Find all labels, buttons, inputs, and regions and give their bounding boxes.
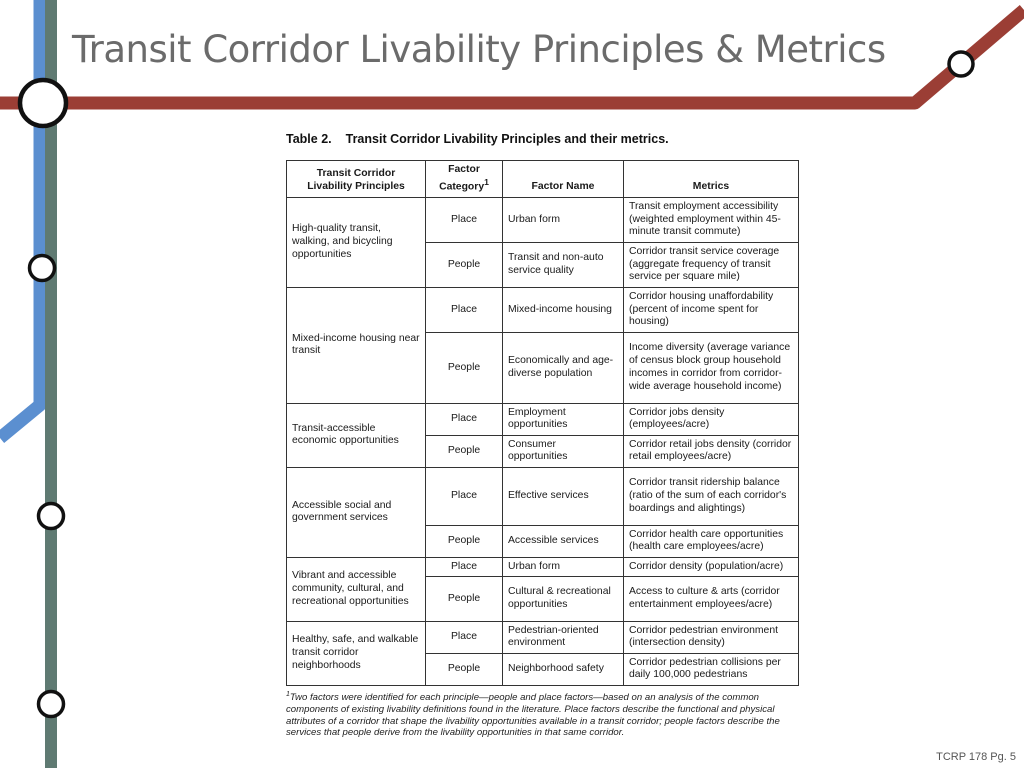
category-cell: People <box>426 653 503 685</box>
category-cell: People <box>426 576 503 621</box>
factor-cell: Pedestrian-oriented environment <box>503 621 624 653</box>
table-row <box>287 467 799 525</box>
header-principles: Transit Corridor Livability Principles <box>287 161 426 198</box>
metric-cell: Corridor housing unaffordability (percent of income spent for housing) <box>624 287 799 332</box>
factor-cell: Economically and age-diverse population <box>503 332 624 403</box>
category-cell: People <box>426 525 503 557</box>
category-cell: Place <box>426 467 503 525</box>
metric-cell: Corridor transit service coverage (aggregate frequency of transit service per square mile) <box>624 242 799 287</box>
table-footnote: $^1$Two factors were identified for each principle—people and place factors—based on an analysis of the common components of existing livability definitions found in the literature. Place factors describe the functional and physical attributes of a corridor that shape the livability opportunities available in a transit corridor; people factors describe the services that people derive from the livability opportunities in that same corridor. <box>286 691 780 739</box>
metric-cell: Corridor density (population/acre) <box>624 557 799 576</box>
metric-cell: Corridor pedestrian environment (intersection density) <box>624 621 799 653</box>
table-row <box>287 197 799 242</box>
category-cell: Place <box>426 197 503 242</box>
category-cell: Place <box>426 403 503 435</box>
header-metrics: Metrics <box>624 161 799 198</box>
principle-cell: Transit-accessible economic opportunities <box>287 403 426 467</box>
factor-cell: Effective services <box>503 467 624 525</box>
livability-table <box>286 160 799 686</box>
category-cell: People <box>426 242 503 287</box>
metric-cell: Income diversity (average variance of census block group household incomes in corridor from corridor-wide average household income) <box>624 332 799 403</box>
category-cell: Place <box>426 287 503 332</box>
table-caption <box>286 132 669 146</box>
station-circle <box>39 692 64 717</box>
factor-cell: Consumer opportunities <box>503 435 624 467</box>
table-row <box>287 557 799 576</box>
slide-title: Transit Corridor Livability Principles & Metrics <box>72 28 886 71</box>
station-circle-large <box>20 80 66 126</box>
metric-cell: Corridor transit ridership balance (ratio of the sum of each corridor's boardings and alightings) <box>624 467 799 525</box>
metric-cell: Corridor jobs density (employees/acre) <box>624 403 799 435</box>
metric-cell: Corridor health care opportunities (health care employees/acre) <box>624 525 799 557</box>
metric-cell: Transit employment accessibility (weighted employment within 45-minute transit commute) <box>624 197 799 242</box>
table-caption-number: Table 2. <box>286 132 332 146</box>
principle-cell: Healthy, safe, and walkable transit corridor neighborhoods <box>287 621 426 685</box>
principle-cell: High-quality transit, walking, and bicycling opportunities <box>287 197 426 287</box>
table-caption-text: Transit Corridor Livability Principles and their metrics. <box>345 132 669 146</box>
station-circle <box>39 504 64 529</box>
principle-cell: Mixed-income housing near transit <box>287 287 426 403</box>
metric-cell: Corridor pedestrian collisions per daily 100,000 pedestrians <box>624 653 799 685</box>
table-row <box>287 621 799 653</box>
factor-cell: Accessible services <box>503 525 624 557</box>
category-cell: Place <box>426 621 503 653</box>
factor-cell: Urban form <box>503 557 624 576</box>
metric-cell: Access to culture & arts (corridor entertainment employees/acre) <box>624 576 799 621</box>
category-cell: People <box>426 332 503 403</box>
factor-cell: Cultural & recreational opportunities <box>503 576 624 621</box>
factor-cell: Employment opportunities <box>503 403 624 435</box>
factor-cell: Neighborhood safety <box>503 653 624 685</box>
blue-transit-line <box>0 0 40 438</box>
principle-cell: Accessible social and government services <box>287 467 426 557</box>
factor-cell: Transit and non-auto service quality <box>503 242 624 287</box>
table-row <box>287 287 799 332</box>
table-row <box>287 403 799 435</box>
metric-cell: Corridor retail jobs density (corridor retail employees/acre) <box>624 435 799 467</box>
station-circle <box>949 52 973 76</box>
header-factor-name: Factor Name <box>503 161 624 198</box>
table-header-row <box>287 161 799 198</box>
factor-cell: Urban form <box>503 197 624 242</box>
category-cell: Place <box>426 557 503 576</box>
station-circle <box>30 256 55 281</box>
category-cell: People <box>426 435 503 467</box>
header-factor-category: Factor Category$^1$ <box>426 161 503 198</box>
principle-cell: Vibrant and accessible community, cultural, and recreational opportunities <box>287 557 426 621</box>
factor-cell: Mixed-income housing <box>503 287 624 332</box>
page-reference: TCRP 178 Pg. 5 <box>936 751 1016 763</box>
